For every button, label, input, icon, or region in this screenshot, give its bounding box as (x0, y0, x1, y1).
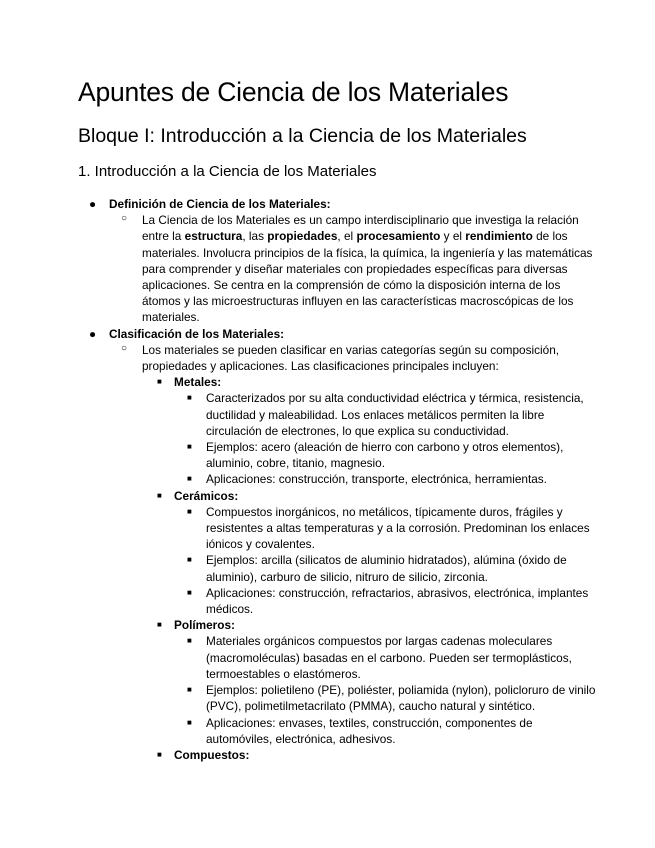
list-item: ■ Materiales orgánicos compuestos por largas cadenas moleculares (macromoléculas) basadas en el carbono. Pueden ser termoplásticos, termoestables o elastómeros. (187, 634, 572, 681)
bullet-square-icon: ■ (187, 506, 192, 516)
list-item: ■ Aplicaciones: envases, textiles, construcción, componentes de automóviles, electrónica, adhesivos. (187, 715, 533, 746)
list-item: ■ Ejemplos: acero (aleación de hierro con carbono y otros elementos), aluminio, cobre, titanio, magnesio. (187, 440, 564, 471)
bullet-square-icon: ■ (187, 636, 192, 646)
document-content (78, 196, 598, 763)
list-item: ■ Caracterizados por su alta conductividad eléctrica y térmica, resistencia, ductilidad y maleabilidad. Los enlaces metálicos permiten la libre circulación de electrones, lo que explica su conductividad. (187, 391, 584, 438)
document-title: Apuntes de Ciencia de los Materiales (78, 77, 509, 107)
bullet-square-icon: ■ (157, 377, 162, 387)
definition-paragraph: ○ La Ciencia de los Materiales es un campo interdisciplinario que investiga la relación entre la estructura, las propiedades, el procesamiento y el rendimiento de los materiales. Involucra principios de la física, la química, la ingeniería y las matemáticas para comprender y diseñar materiales con propiedades específicas para diversas aplicaciones. Se centra en la comprensión de cómo la disposición interna de los átomos y las microestructuras influyen en las características macroscópicas de los materiales. (121, 213, 593, 325)
bullet-circle-icon: ○ (121, 213, 128, 225)
section-heading: 1. Introducción a la Ciencia de los Materiales (78, 163, 377, 180)
bullet-square-icon: ■ (187, 685, 192, 695)
bullet-disc-icon: ● (89, 326, 97, 341)
bullet-square-icon: ■ (187, 555, 192, 565)
classification-label: Clasificación de los Materiales: (109, 326, 285, 341)
main-list (78, 196, 598, 763)
bullet-square-icon: ■ (187, 474, 192, 484)
category-ceramicos: ■ Cerámicos: ■ Compuestos inorgánicos, no metálicos, típicamente duros, frágiles y resistentes a altas temperaturas y a la corrosión. Predominan los enlaces iónicos y covalentes. ■ Ejemplos: arcilla (silicatos de aluminio hidratados), alúmina (óxido de aluminio), carburo de silicio, nitruro de silicio, zirconia. ■ Aplicaciones: construcción, refractarios, abrasivos, electrónica, implantes médicos. (142, 488, 598, 618)
classification-intro: ○ Los materiales se pueden clasificar en varias categorías según su composición, propiedades y aplicaciones. Las clasificaciones principales incluyen: ■ Metales: ■ Caracterizados por su alta conductividad eléctrica y térmica, resistencia, ductilidad y maleabilidad. Los enlaces metálicos permiten la libre circulación de electrones, lo que explica su conductividad. ■ Ejemplos: acero (aleación de hierro con carbono y otros elementos), aluminio, cobre, titanio, magnesio. ■ Aplicaciones: construcción, transporte, electrónica, herramientas. ■ Cerámicos: ■ Compuestos inorgánicos, no metálicos, típicamente duros, frágiles y resistentes a altas temperaturas y a la corrosión. Predominan los enlaces iónicos y covalentes. ■ Ejemplos: arcilla (silicatos de aluminio hidratados), alúmina (óxido de aluminio), carburo de silicio, nitruro de silicio, zirconia. ■ Aplicaciones: construcción, refractarios, abrasivos, electrónica, implantes médicos. ■ Polímeros: ■ Materiales orgánicos compuestos por largas cadenas moleculares (macromoléculas) basadas en el carbono. Pueden ser termoplásticos, termoestables o elastómeros. ■ Ejemplos: polietileno (PE), poliéster, poliamida (nylon), policloruro de vinilo (PVC), polimetilmetacrilato (PMMA), caucho natural y sintético. ■ Aplicaciones: envases, textiles, construcción, componentes de automóviles, electrónica, adhesivos. ■ Compuestos: (109, 342, 598, 763)
block-heading: Bloque I: Introducción a la Ciencia de los Materiales (78, 125, 527, 147)
list-item: ■ Aplicaciones: construcción, refractarios, abrasivos, electrónica, implantes médicos. (187, 585, 589, 617)
list-item-classification (78, 326, 598, 763)
category-compuestos: ■ Compuestos: (157, 747, 250, 762)
bullet-circle-icon: ○ (121, 342, 128, 354)
list-item-definition (78, 196, 598, 326)
bullet-square-icon: ■ (187, 442, 192, 452)
list-item: ■ Compuestos inorgánicos, no metálicos, típicamente duros, frágiles y resistentes a altas temperaturas y a la corrosión. Predominan los enlaces iónicos y covalentes. (187, 504, 590, 552)
bullet-square-icon: ■ (157, 490, 162, 500)
list-item: ■ Aplicaciones: construcción, transporte, electrónica, herramientas. (187, 472, 547, 487)
bullet-square-icon: ■ (157, 749, 162, 759)
bullet-square-icon: ■ (187, 587, 192, 597)
category-metales: ■ Metales: ■ Caracterizados por su alta conductividad eléctrica y térmica, resistencia, ductilidad y maleabilidad. Los enlaces metálicos permiten la libre circulación de electrones, lo que explica su conductividad. ■ Ejemplos: acero (aleación de hierro con carbono y otros elementos), aluminio, cobre, titanio, magnesio. ■ Aplicaciones: construcción, transporte, electrónica, herramientas. (142, 374, 598, 487)
bullet-square-icon: ■ (157, 620, 162, 630)
list-item: ■ Ejemplos: arcilla (silicatos de aluminio hidratados), alúmina (óxido de aluminio), carburo de silicio, nitruro de silicio, zirconia. (187, 553, 567, 584)
category-polimeros: ■ Polímeros: ■ Materiales orgánicos compuestos por largas cadenas moleculares (macromoléculas) basadas en el carbono. Pueden ser termoplásticos, termoestables o elastómeros. ■ Ejemplos: polietileno (PE), poliéster, poliamida (nylon), policloruro de vinilo (PVC), polimetilmetacrilato (PMMA), caucho natural y sintético. ■ Aplicaciones: envases, textiles, construcción, componentes de automóviles, electrónica, adhesivos. (142, 617, 598, 747)
bullet-square-icon: ■ (187, 717, 192, 727)
bullet-disc-icon: ● (89, 197, 97, 211)
definition-label: Definición de Ciencia de los Materiales: (109, 197, 331, 211)
list-item: ■ Ejemplos: polietileno (PE), poliéster, poliamida (nylon), policloruro de vinilo (PVC), polimetilmetacrilato (PMMA), caucho natural y sintético. (187, 683, 596, 714)
bullet-square-icon: ■ (187, 393, 192, 403)
